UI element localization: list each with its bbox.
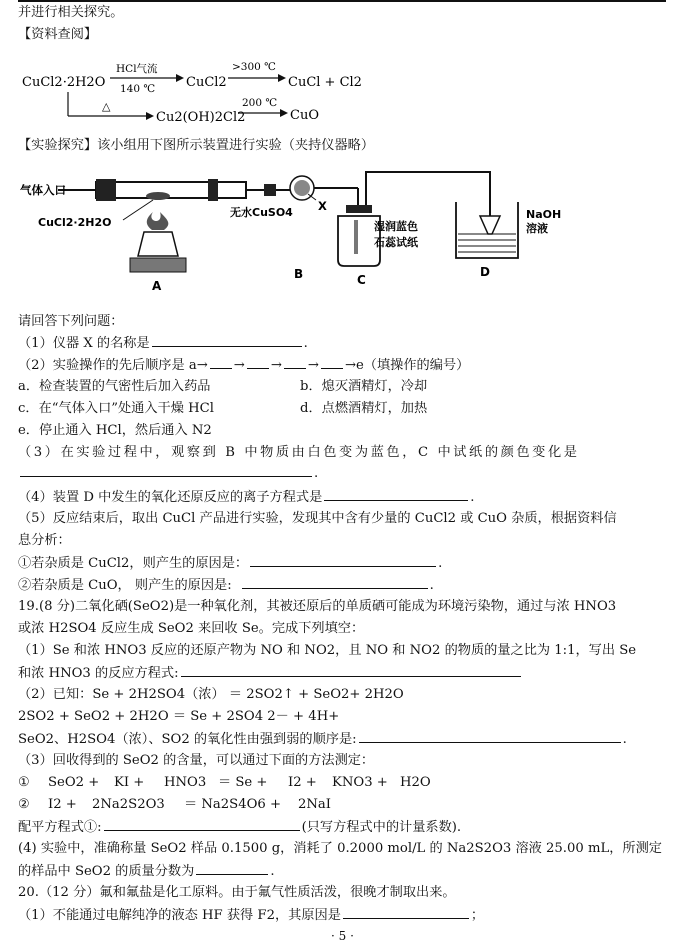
scheme-cond-bottom: 140 ℃ <box>120 83 156 95</box>
label-x: X <box>318 199 327 213</box>
problem-19-oxidizing-order: SeO2、H2SO4（浓）、SO2 的氧化性由强到弱的顺序是: . <box>18 732 627 747</box>
litmus-paper <box>354 220 358 254</box>
answer-blank-5a[interactable] <box>250 554 436 567</box>
answer-blank-19-2[interactable] <box>359 730 621 743</box>
problem-19-part-3: （3）回收得到的 SeO2 的含量，可以通过下面的方法测定： <box>18 753 375 768</box>
question-5-part-1: ①若杂质是 CuCl2，则产生的原因是： . <box>18 556 443 571</box>
alcohol-lamp <box>138 232 178 256</box>
cuso4-fill <box>294 180 310 196</box>
question-5-line-2: 息分析： <box>18 533 71 548</box>
problem-19-line-2: 或浓 H2SO4 反应生成 SeO2 来回收 Se。完成下列填空： <box>18 621 365 636</box>
order-blank-3[interactable] <box>284 356 306 369</box>
problem-19-part-4: (4) 实验中，准确称量 SeO2 样品 0.1500 g，消耗了 0.2000 mol/L 的 Na2S2O3 溶液 25.00 mL，所测定 <box>18 841 662 856</box>
reagent-sample <box>146 192 170 200</box>
option-c: c．在“气体入口”处通入干燥 HCl <box>18 401 214 416</box>
instruction: 请回答下列问题： <box>18 314 124 329</box>
option-b: b．熄灭酒精灯，冷却 <box>300 379 428 394</box>
answer-blank-1[interactable] <box>152 334 302 347</box>
answer-blank-3[interactable] <box>20 464 312 477</box>
label-A: A <box>152 279 162 293</box>
scheme-delta: △ <box>102 100 111 113</box>
question-5-line-1: （5）反应结束后，取出 CuCl 产品进行实验，发现其中含有少量的 CuCl2 或 CuO 杂质，根据资料信 <box>18 511 617 526</box>
problem-19-part-1: （1）Se 和浓 HNO3 反应的还原产物为 NO 和 NO2，且 NO 和 NO2 的物质的量之比为 1:1，写出 Se <box>18 643 637 658</box>
problem-19-balance: 配平方程式①: (只写方程式中的计量系数). <box>18 820 462 835</box>
label-naoh-1: NaOH <box>526 208 562 221</box>
order-blank-1[interactable] <box>210 356 232 369</box>
section-heading-data: 【资料查阅】 <box>18 27 98 42</box>
scheme-cond2: >300 ℃ <box>232 61 276 73</box>
question-1: （1）仪器 X 的名称是 . <box>18 336 308 351</box>
question-4: （4）装置 D 中发生的氧化还原反应的离子方程式是 . <box>18 490 475 505</box>
option-d: d．点燃酒精灯，加热 <box>300 401 428 416</box>
option-e: e．停止通入 HCl，然后通入 N2 <box>18 423 212 438</box>
reaction-scheme <box>18 48 438 126</box>
lamp-stand <box>130 258 186 272</box>
answer-blank-19-3[interactable] <box>104 818 300 831</box>
apparatus-diagram <box>18 160 578 300</box>
problem-19-part-2: （2）已知：Se + 2H2SO4（浓） ＝ 2SO2↑ + SeO2+ 2H2O <box>18 687 404 702</box>
intro-line: 并进行相关探究。 <box>18 5 124 20</box>
page-number: · 5 · <box>331 929 354 943</box>
scheme-mid: CuCl2 <box>186 75 227 90</box>
label-paper-2: 石蕊试纸 <box>374 236 418 249</box>
answer-blank-19-4[interactable] <box>196 862 268 875</box>
problem-20-part-1: （1）不能通过电解纯净的液态 HF 获得 F2，其原因是 ； <box>18 908 485 923</box>
question-2: （2）实验操作的先后顺序是 a→ → → → →e（填操作的编号） <box>18 358 470 373</box>
equation-1: ① SeO2 + KI + HNO3 ＝ Se + I2 + KNO3 + H2O <box>18 775 431 790</box>
answer-blank-4[interactable] <box>324 488 468 501</box>
answer-blank-5b[interactable] <box>242 576 428 589</box>
answer-blank-20-1[interactable] <box>343 906 469 919</box>
answer-blank-19-1[interactable] <box>181 664 521 677</box>
option-a: a．检查装置的气密性后加入药品 <box>18 379 211 394</box>
problem-19-equation: 2SO2 + SeO2 + 2H2O ＝ Se + 2SO4 2－ + 4H+ <box>18 709 340 724</box>
label-C: C <box>357 273 366 287</box>
label-cuso4: 无水CuSO4 <box>230 206 293 219</box>
reaction-tube <box>96 182 246 198</box>
problem-20-intro: 20.（12 分）氟和氟盐是化工原料。由于氟气性质活泼，很晚才制取出来。 <box>18 885 456 900</box>
problem-19-line-1: 19.(8 分)二氧化硒(SeO2)是一种氧化剂，其被还原后的单质硒可能成为环境污染物，通过与浓 HNO3 <box>18 599 617 614</box>
label-B: B <box>294 267 304 281</box>
order-blank-4[interactable] <box>321 356 343 369</box>
label-reagent: CuCl2·2H2O <box>38 216 112 229</box>
label-gas-inlet: 气体入口 <box>20 183 66 197</box>
label-D: D <box>480 265 490 279</box>
problem-19-part-4-cont: 的样品中 SeO2 的质量分数为 . <box>18 864 275 879</box>
scheme-cond3: 200 ℃ <box>242 97 278 109</box>
top-rule <box>18 0 666 2</box>
question-3: （3）在实验过程中，观察到 B 中物质由白色变为蓝色，C 中试纸的颜色变化是 <box>18 445 580 460</box>
scheme-cond-top: HCl气流 <box>116 63 158 75</box>
scheme-branch: Cu2(OH)2Cl2 <box>156 110 246 125</box>
scheme-reactant: CuCl2·2H2O <box>22 75 106 90</box>
funnel <box>480 216 500 234</box>
question-3-answer: . <box>18 464 318 483</box>
flame <box>147 212 169 230</box>
order-blank-2[interactable] <box>247 356 269 369</box>
question-5-part-2: ②若杂质是 CuO， 则产生的原因是: . <box>18 578 434 593</box>
label-naoh-2: 溶液 <box>526 222 548 235</box>
scheme-prod2: CuO <box>290 108 319 123</box>
scheme-prod1: CuCl + Cl2 <box>288 75 362 90</box>
problem-19-part-1-cont: 和浓 HNO3 的反应方程式: <box>18 664 523 683</box>
section-heading-experiment: 【实验探究】该小组用下图所示装置进行实验（夹持仪器略） <box>18 138 375 153</box>
label-paper-1: 湿润蓝色 <box>374 220 418 233</box>
equation-2: ② I2 + 2Na2S2O3 ＝ Na2S4O6 + 2NaI <box>18 797 332 812</box>
